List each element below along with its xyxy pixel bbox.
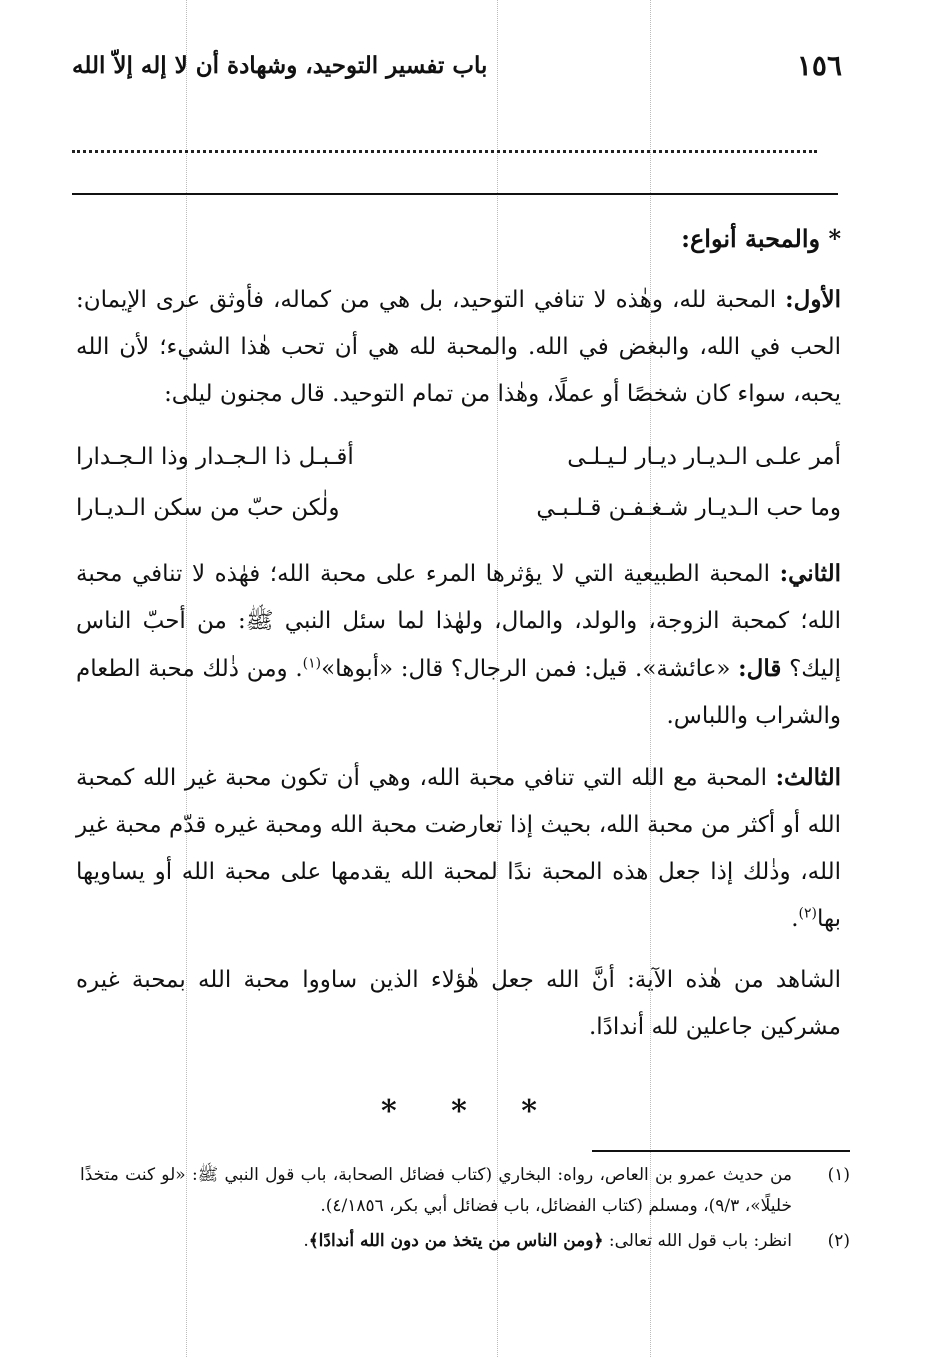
footnote-ref[interactable]: (٢): [798, 905, 817, 922]
second-text-a: المحبة الطبيعية التي لا يؤثرها المرء على محبة الله؛ فهٰذه لا تنافي محبة الله؛ كمحبة الزوجة، والولد، والمال، ولهٰذا لما سئل النبي ﷺ: من أحبّ الناس إليك؟: [76, 561, 841, 682]
paragraph-first: [76, 276, 841, 418]
qala-word: قال:: [738, 655, 782, 682]
poem-hemistich: وما حب الـديـار شـغـفـن قـلـبـي: [536, 495, 841, 521]
footnote-number: (٢): [827, 1231, 850, 1251]
footnote-text: [80, 1226, 792, 1257]
footnote-text: من حديث عمرو بن العاص، رواه: البخاري (كتاب فضائل الصحابة، باب قول النبي ﷺ: «لو كنت متخذًا خليلًا»، ٩/٣)، ومسلم (كتاب الفضائل، باب فضائل أبي بكر، ٤/١٨٥٦).: [80, 1165, 792, 1216]
footnote-text-a: انظر: باب قول الله تعالى:: [603, 1231, 792, 1251]
third-end: .: [791, 906, 799, 932]
lead-first: الأول:: [785, 286, 841, 313]
first-text: المحبة لله، وهٰذه لا تنافي التوحيد، بل هي من كماله، فأوثق عرى الإيمان: الحب في الله، والبغض في الله. والمحبة لله هي أن تحب هٰذا الشيء؛ لأن الله يحبه، سواء كان شخصًا أو عملًا، وهٰذا من تمام التوحيد. قال مجنون ليلى:: [76, 287, 842, 407]
footnote-text-c: .: [303, 1231, 309, 1251]
section-separator-stars: * * *: [381, 1094, 559, 1129]
footnotes: [80, 1160, 850, 1261]
poem: [76, 432, 841, 534]
poem-hemistich: ولٰكن حبّ من سكن الـديـارا: [76, 495, 340, 521]
section-heading: * والمحبة أنواع:: [681, 224, 841, 253]
running-title: باب تفسير التوحيد، وشهادة أن لا إله إلاّ الله: [72, 51, 488, 79]
lead-third: الثالث:: [775, 764, 841, 791]
header-rule: [72, 193, 838, 195]
poem-line: [76, 483, 841, 534]
paragraph-third: [76, 754, 841, 943]
second-text-c: . ومن ذٰلك محبة الطعام والشراب واللباس.: [76, 656, 841, 729]
main-text: [76, 215, 841, 1065]
poem-line: [76, 432, 841, 483]
poem-hemistich: أقـبـل ذا الـجـدار وذا الـجـدارا: [76, 444, 354, 470]
footnote-ref[interactable]: (١): [302, 655, 322, 672]
second-text-b: «عائشة». قيل: فمن الرجال؟ قال: «أبوها»: [321, 656, 739, 682]
poem-hemistich: أمر علـى الـديـار ديـار لـيـلـى: [567, 444, 841, 470]
page-header: [72, 40, 842, 90]
third-text: المحبة مع الله التي تنافي محبة الله، وهي أن تكون محبة غير الله كمحبة الله أو أكثر من محبة الله، بحيث إذا تعارضت محبة الله ومحبة غيره قدّم محبة غير الله، وذٰلك إذا جعل هذه المحبة ندًا لمحبة الله يقدمها على محبة الله أو يساويها بها: [76, 765, 841, 932]
paragraph-conclusion: الشاهد من هٰذه الآية: أنَّ الله جعل هٰؤلاء الذين ساووا محبة الله بمحبة غيره مشركين جاعلين لله أندادًا.: [76, 967, 841, 1040]
dotted-separator: [72, 150, 817, 153]
footnote-item: [80, 1226, 850, 1257]
lead-second: الثاني:: [779, 560, 841, 587]
page-number: ١٥٦: [796, 48, 842, 82]
footnote-item: [80, 1160, 850, 1222]
footnote-number: (١): [827, 1165, 850, 1185]
quran-quote: ﴿ومن الناس من يتخذ من دون الله أندادًا﴾: [308, 1231, 604, 1251]
paragraph-second: [76, 550, 841, 740]
footnote-rule: [592, 1150, 850, 1152]
